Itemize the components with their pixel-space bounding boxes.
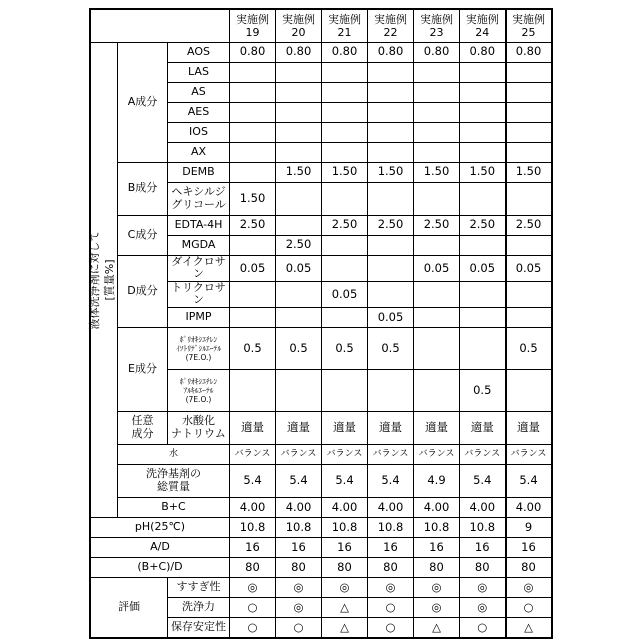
value-cell: 4.00 (276, 498, 322, 518)
value-cell (506, 102, 552, 122)
value-cell (276, 281, 322, 307)
value-cell (276, 102, 322, 122)
value-cell (276, 62, 322, 82)
value-cell: 10.8 (276, 518, 322, 538)
table-row-ad-ratio (90, 538, 552, 558)
component-label-triclosan: トリクロサン (168, 281, 230, 307)
example-number: 19 (245, 25, 260, 39)
value-cell: 16 (460, 538, 506, 558)
value-cell: ◎ (506, 578, 552, 598)
value-cell (276, 370, 322, 412)
value-cell: △ (322, 618, 368, 638)
value-cell: 2.50 (506, 215, 552, 235)
value-cell: 5.4 (276, 465, 322, 498)
eval-label-detergency: 洗浄力 (168, 598, 230, 618)
value-cell (276, 308, 322, 328)
unit-label-cell (90, 42, 118, 518)
value-cell (230, 162, 276, 182)
component-label-hexyldiglycol: ヘキシルジ グリコール (168, 182, 230, 215)
value-cell: 4.00 (460, 498, 506, 518)
table-row-base-total (90, 465, 552, 498)
column-header-20 (276, 9, 322, 42)
value-cell (460, 82, 506, 102)
example-number: 21 (337, 25, 352, 39)
category-evaluation: 評価 (90, 578, 168, 638)
column-header-24 (460, 9, 506, 42)
value-cell: 5.4 (368, 465, 414, 498)
value-cell (460, 102, 506, 122)
value-cell: ◎ (460, 578, 506, 598)
value-cell: 80 (368, 558, 414, 578)
value-cell: 0.80 (230, 42, 276, 62)
example-number: 23 (429, 25, 444, 39)
value-cell (506, 308, 552, 328)
component-label-ios: IOS (168, 122, 230, 142)
value-cell (414, 235, 460, 255)
value-cell: ◎ (276, 598, 322, 618)
value-cell: 0.5 (230, 328, 276, 370)
category-d: D成分 (118, 255, 168, 328)
value-cell: 10.8 (230, 518, 276, 538)
value-cell (460, 235, 506, 255)
value-cell: 2.50 (368, 215, 414, 235)
component-label-ipmp: IPMP (168, 308, 230, 328)
value-cell: ◎ (414, 578, 460, 598)
value-cell: 16 (322, 538, 368, 558)
value-cell: 適量 (276, 412, 322, 445)
value-cell (322, 82, 368, 102)
value-cell (322, 182, 368, 215)
table-row-bcd-ratio (90, 558, 552, 578)
value-cell (276, 122, 322, 142)
value-cell: 適量 (414, 412, 460, 445)
example-number: 20 (291, 25, 306, 39)
value-cell (414, 281, 460, 307)
value-cell (368, 102, 414, 122)
value-cell: 80 (414, 558, 460, 578)
value-cell: 0.5 (322, 328, 368, 370)
value-cell: 0.05 (322, 281, 368, 307)
value-cell: 0.80 (460, 42, 506, 62)
component-label-demb: DEMB (168, 162, 230, 182)
component-label-as: AS (168, 82, 230, 102)
value-cell (460, 328, 506, 370)
value-cell: 4.00 (322, 498, 368, 518)
value-cell: 2.50 (230, 215, 276, 235)
value-cell: バランス (230, 445, 276, 465)
category-c: C成分 (118, 215, 168, 255)
value-cell: ◎ (368, 578, 414, 598)
value-cell: 5.4 (230, 465, 276, 498)
value-cell (368, 370, 414, 412)
value-cell: 0.80 (506, 42, 552, 62)
value-cell: 10.8 (414, 518, 460, 538)
component-label-mgda: MGDA (168, 235, 230, 255)
value-cell (322, 102, 368, 122)
value-cell: 5.4 (322, 465, 368, 498)
value-cell: 0.05 (276, 255, 322, 281)
value-cell (276, 142, 322, 162)
example-number: 25 (521, 25, 536, 39)
value-cell: 16 (506, 538, 552, 558)
value-cell (506, 182, 552, 215)
value-cell: 2.50 (414, 215, 460, 235)
value-cell: 0.5 (368, 328, 414, 370)
value-cell: バランス (414, 445, 460, 465)
value-cell: 適量 (322, 412, 368, 445)
value-cell: 4.00 (230, 498, 276, 518)
value-cell: ○ (230, 618, 276, 638)
value-cell: バランス (368, 445, 414, 465)
value-cell: 1.50 (368, 162, 414, 182)
value-cell (368, 182, 414, 215)
category-optional: 任意 成分 (118, 412, 168, 445)
category-e: E成分 (118, 328, 168, 412)
table-row-bc (90, 498, 552, 518)
value-cell: ◎ (276, 578, 322, 598)
value-cell: 0.80 (368, 42, 414, 62)
example-prefix: 実施例 (465, 12, 499, 26)
value-cell (230, 281, 276, 307)
value-cell: 10.8 (368, 518, 414, 538)
value-cell: ○ (368, 618, 414, 638)
example-number: 22 (383, 25, 398, 39)
eval-label-storage-stability: 保存安定性 (168, 618, 230, 638)
formulation-table (89, 8, 553, 639)
value-cell: 1.50 (322, 162, 368, 182)
category-b: B成分 (118, 162, 168, 215)
value-cell (322, 370, 368, 412)
eval-label-rinsability: すすぎ性 (168, 578, 230, 598)
value-cell (322, 122, 368, 142)
value-cell (506, 142, 552, 162)
value-cell (368, 122, 414, 142)
value-cell: 0.05 (506, 255, 552, 281)
value-cell (414, 62, 460, 82)
value-cell (230, 308, 276, 328)
value-cell (414, 102, 460, 122)
value-cell (368, 82, 414, 102)
value-cell: バランス (322, 445, 368, 465)
component-label-edta4h: EDTA-4H (168, 215, 230, 235)
table-row-naoh (90, 412, 552, 445)
value-cell: ◎ (322, 578, 368, 598)
value-cell: 適量 (506, 412, 552, 445)
value-cell: 16 (276, 538, 322, 558)
value-cell (230, 82, 276, 102)
value-cell (368, 235, 414, 255)
value-cell (414, 182, 460, 215)
value-cell: 0.5 (276, 328, 322, 370)
value-cell (322, 62, 368, 82)
value-cell: 1.50 (276, 162, 322, 182)
value-cell (414, 122, 460, 142)
value-cell (368, 281, 414, 307)
column-header-22 (368, 9, 414, 42)
value-cell (460, 308, 506, 328)
example-number: 24 (475, 25, 490, 39)
value-cell: 16 (414, 538, 460, 558)
value-cell (506, 82, 552, 102)
value-cell: ◎ (230, 578, 276, 598)
value-cell (460, 281, 506, 307)
value-cell: 0.05 (368, 308, 414, 328)
value-cell: 10.8 (322, 518, 368, 538)
value-cell: △ (414, 618, 460, 638)
value-cell: 16 (230, 538, 276, 558)
value-cell: 0.05 (460, 255, 506, 281)
value-cell: バランス (506, 445, 552, 465)
table-row-edta (90, 215, 552, 235)
value-cell (414, 308, 460, 328)
value-cell: 0.5 (506, 328, 552, 370)
value-cell (276, 82, 322, 102)
value-cell: ◎ (460, 598, 506, 618)
value-cell (414, 328, 460, 370)
value-cell: 適量 (230, 412, 276, 445)
value-cell (506, 281, 552, 307)
value-cell (368, 62, 414, 82)
value-cell: 0.80 (414, 42, 460, 62)
value-cell: 80 (322, 558, 368, 578)
value-cell: 1.50 (414, 162, 460, 182)
value-cell: 0.05 (230, 255, 276, 281)
value-cell (230, 122, 276, 142)
value-cell: 2.50 (276, 235, 322, 255)
value-cell: 0.80 (276, 42, 322, 62)
value-cell (506, 370, 552, 412)
column-header-25 (506, 9, 552, 42)
value-cell (414, 82, 460, 102)
value-cell: 4.9 (414, 465, 460, 498)
value-cell: △ (506, 618, 552, 638)
value-cell (322, 308, 368, 328)
component-label-poe-isotridecyl-ether: ﾎﾟﾘｵｷｼｴﾁﾚﾝ ｲｿﾄﾘﾃﾞｼﾙｴｰﾃﾙ (7E.O.) (168, 328, 230, 370)
value-cell: ○ (276, 618, 322, 638)
value-cell: バランス (276, 445, 322, 465)
value-cell (230, 142, 276, 162)
value-cell: ○ (506, 598, 552, 618)
value-cell (322, 235, 368, 255)
value-cell (368, 255, 414, 281)
value-cell (460, 122, 506, 142)
unit-label: 液体洗浄剤に対して [質量%] (88, 230, 116, 330)
category-a: A成分 (118, 42, 168, 162)
row-label-ph: pH(25℃) (90, 518, 230, 538)
value-cell: 適量 (368, 412, 414, 445)
value-cell: 80 (276, 558, 322, 578)
value-cell (460, 62, 506, 82)
component-label-sodium-hydroxide: 水酸化 ナトリウム (168, 412, 230, 445)
component-label-diclosan: ダイクロサン (168, 255, 230, 281)
column-header-19 (230, 9, 276, 42)
value-cell: 1.50 (460, 162, 506, 182)
value-cell (414, 370, 460, 412)
value-cell: バランス (460, 445, 506, 465)
value-cell: 2.50 (460, 215, 506, 235)
row-label-base-total: 洗浄基剤の 総質量 (118, 465, 230, 498)
value-cell: ○ (460, 618, 506, 638)
value-cell: △ (322, 598, 368, 618)
value-cell: 16 (368, 538, 414, 558)
value-cell: ○ (368, 598, 414, 618)
table-row-demb (90, 162, 552, 182)
value-cell: 80 (230, 558, 276, 578)
table-row-diclosan (90, 255, 552, 281)
value-cell (368, 142, 414, 162)
value-cell (230, 370, 276, 412)
value-cell (322, 255, 368, 281)
table-row-rinse (90, 578, 552, 598)
row-label-b-plus-c: B+C (118, 498, 230, 518)
value-cell: 2.50 (322, 215, 368, 235)
value-cell: 0.05 (414, 255, 460, 281)
value-cell (506, 122, 552, 142)
component-label-aes: AES (168, 102, 230, 122)
value-cell: ○ (230, 598, 276, 618)
value-cell (414, 142, 460, 162)
row-label-water: 水 (118, 445, 230, 465)
value-cell: 80 (460, 558, 506, 578)
column-header-21 (322, 9, 368, 42)
value-cell: 4.00 (414, 498, 460, 518)
value-cell (506, 235, 552, 255)
value-cell (276, 182, 322, 215)
value-cell (460, 142, 506, 162)
value-cell (230, 102, 276, 122)
value-cell: 0.5 (460, 370, 506, 412)
table-row-water (90, 445, 552, 465)
value-cell (506, 62, 552, 82)
table-row-ph (90, 518, 552, 538)
example-prefix: 実施例 (512, 12, 545, 26)
value-cell: 適量 (460, 412, 506, 445)
value-cell (276, 215, 322, 235)
value-cell (322, 142, 368, 162)
example-prefix: 実施例 (328, 12, 361, 26)
value-cell: 10.8 (460, 518, 506, 538)
value-cell: 4.00 (368, 498, 414, 518)
table-row-aos (90, 42, 552, 62)
example-prefix: 実施例 (374, 12, 407, 26)
header-row (90, 9, 552, 42)
example-prefix: 実施例 (420, 12, 453, 26)
component-label-poe-alkyl-ether: ﾎﾟﾘｵｷｼｴﾁﾚﾝ ｱﾙｷﾙｴｰﾃﾙ (7E.O.) (168, 370, 230, 412)
example-prefix: 実施例 (236, 12, 269, 26)
value-cell: 4.00 (506, 498, 552, 518)
component-label-aos: AOS (168, 42, 230, 62)
value-cell: 1.50 (230, 182, 276, 215)
value-cell: 1.50 (506, 162, 552, 182)
value-cell: 80 (506, 558, 552, 578)
table-row-poe-isotridecyl (90, 328, 552, 370)
row-label-a-over-d: A/D (90, 538, 230, 558)
component-label-ax: AX (168, 142, 230, 162)
example-prefix: 実施例 (282, 12, 315, 26)
component-label-las: LAS (168, 62, 230, 82)
value-cell: 5.4 (460, 465, 506, 498)
column-header-23 (414, 9, 460, 42)
row-label-bc-over-d: (B+C)/D (90, 558, 230, 578)
value-cell: ◎ (414, 598, 460, 618)
value-cell (230, 235, 276, 255)
value-cell: 0.80 (322, 42, 368, 62)
value-cell: 5.4 (506, 465, 552, 498)
corner-cell (90, 9, 230, 42)
value-cell: 9 (506, 518, 552, 538)
value-cell (230, 62, 276, 82)
value-cell (460, 182, 506, 215)
